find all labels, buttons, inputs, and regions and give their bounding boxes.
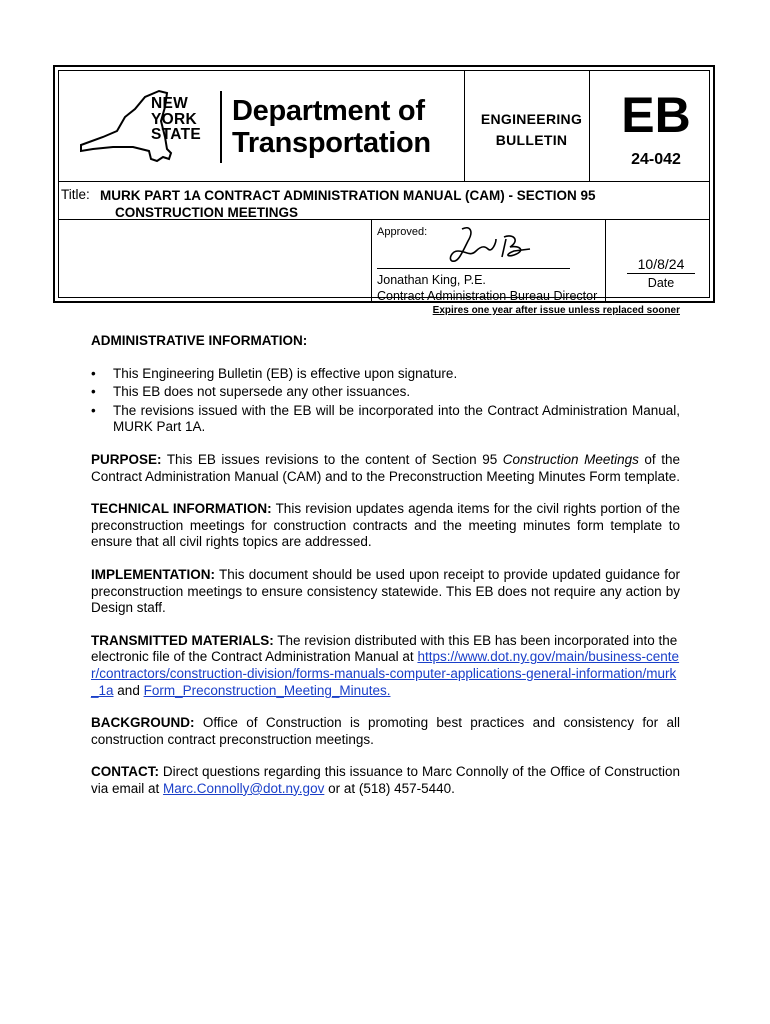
title-line-1: MURK PART 1A CONTRACT ADMINISTRATION MANUAL (CAM) - SECTION 95 (100, 188, 596, 203)
eb-number: 24-042 (631, 151, 681, 168)
contact-label: CONTACT: (91, 764, 159, 780)
background-label: BACKGROUND: (91, 715, 195, 731)
bulletin-header (53, 65, 715, 303)
transmitted-text: The revision distributed with this EB has been incorporated into the electronic file of the Contract Administration Manual at (91, 632, 678, 665)
department-name (232, 95, 431, 159)
header-inner-frame (58, 70, 710, 303)
eb-code: EB (621, 87, 691, 143)
transmitted-label: TRANSMITTED MATERIALS: (91, 632, 274, 648)
date-line (627, 273, 695, 274)
implementation-text: This document should be used upon receipt to provide updated guidance for preconstruction meetings to ensure consistency statewide. This EB does not require any action by Design staff. (91, 566, 681, 616)
divider-approval-right (605, 219, 606, 301)
new-york-state-wordmark (151, 96, 201, 143)
contact-phone: or at (518) 457-5440. (328, 780, 455, 796)
signer-block (377, 273, 597, 304)
department-line-2: Transportation (232, 127, 431, 159)
divider-title (59, 181, 709, 182)
admin-list (91, 366, 680, 436)
expiration-note: Expires one year after issue unless replaced sooner (432, 305, 680, 316)
implementation-label: IMPLEMENTATION: (91, 566, 215, 582)
technical-section (91, 501, 680, 551)
state-line-1: NEW (151, 95, 189, 112)
implementation-section (91, 567, 680, 617)
signature-image (444, 221, 544, 269)
purpose-section (91, 452, 680, 485)
contact-text: Direct questions regarding this issuance to Marc Connolly of the Office of Construction via email at (91, 764, 680, 796)
contact-email-link[interactable]: Marc.Connolly@dot.ny.gov (163, 780, 325, 796)
transmitted-section (91, 633, 680, 699)
background-section (91, 715, 680, 748)
purpose-text-1: This EB issues revisions to the content of Section 95 (166, 451, 498, 467)
signer-name: Jonathan King, P.E. (377, 273, 486, 287)
signer-title: Contract Administration Bureau Director (377, 288, 598, 303)
purpose-text-2: of the Contract Administration Manual (CAM) and to the Preconstruction Meeting Minutes Form template. (91, 451, 681, 484)
technical-label: TECHNICAL INFORMATION: (91, 501, 272, 517)
bulletin-type-line-1: ENGINEERING (480, 111, 583, 127)
bulletin-title (100, 187, 595, 221)
background-text: Office of Construction is promoting best practices and consistency for all construction contract preconstruction meetings. (91, 715, 680, 747)
purpose-italic: Construction Meetings (502, 451, 639, 467)
approved-label: Approved: (377, 226, 428, 238)
purpose-label: PURPOSE: (91, 451, 162, 467)
department-line-1: Department of (232, 95, 425, 127)
transmitted-and: and (117, 682, 140, 698)
minutes-form-link[interactable]: Form_Preconstruction_Meeting_Minutes. (143, 682, 391, 698)
state-line-3: STATE (151, 126, 202, 143)
bulletin-body (91, 333, 680, 813)
title-label: Title: (61, 187, 90, 202)
admin-item: • This Engineering Bulletin (EB) is effective upon signature. (91, 366, 680, 383)
admin-heading: ADMINISTRATIVE INFORMATION: (91, 333, 308, 348)
state-line-2: YORK (151, 110, 197, 128)
approval-date: 10/8/24 (637, 256, 685, 272)
bulletin-type (469, 109, 594, 151)
technical-text: This revision updates agenda items for the civil rights portion of the preconstruction meetings for construction contracts and the meeting minutes form template to ensure that all civil rights topics are addressed. (91, 501, 680, 550)
signature-line (377, 268, 570, 269)
divider-approval-left (371, 219, 372, 301)
logo-separator (220, 91, 222, 163)
admin-item: • The revisions issued with the EB will be incorporated into the Contract Administration Manual, MURK Part 1A. (91, 403, 680, 436)
contact-section (91, 764, 680, 797)
divider-logo (464, 71, 465, 181)
cam-manual-link[interactable]: https://www.dot.ny.gov/main/business-center/contractors/construction-division/forms-manuals-computer-applications-general-information/murk_1a (91, 649, 680, 698)
admin-item: • This EB does not supersede any other issuances. (91, 384, 680, 401)
bulletin-type-line-2: BULLETIN (495, 132, 568, 148)
title-line-2: CONSTRUCTION MEETINGS (115, 205, 299, 220)
date-label: Date (647, 276, 675, 290)
